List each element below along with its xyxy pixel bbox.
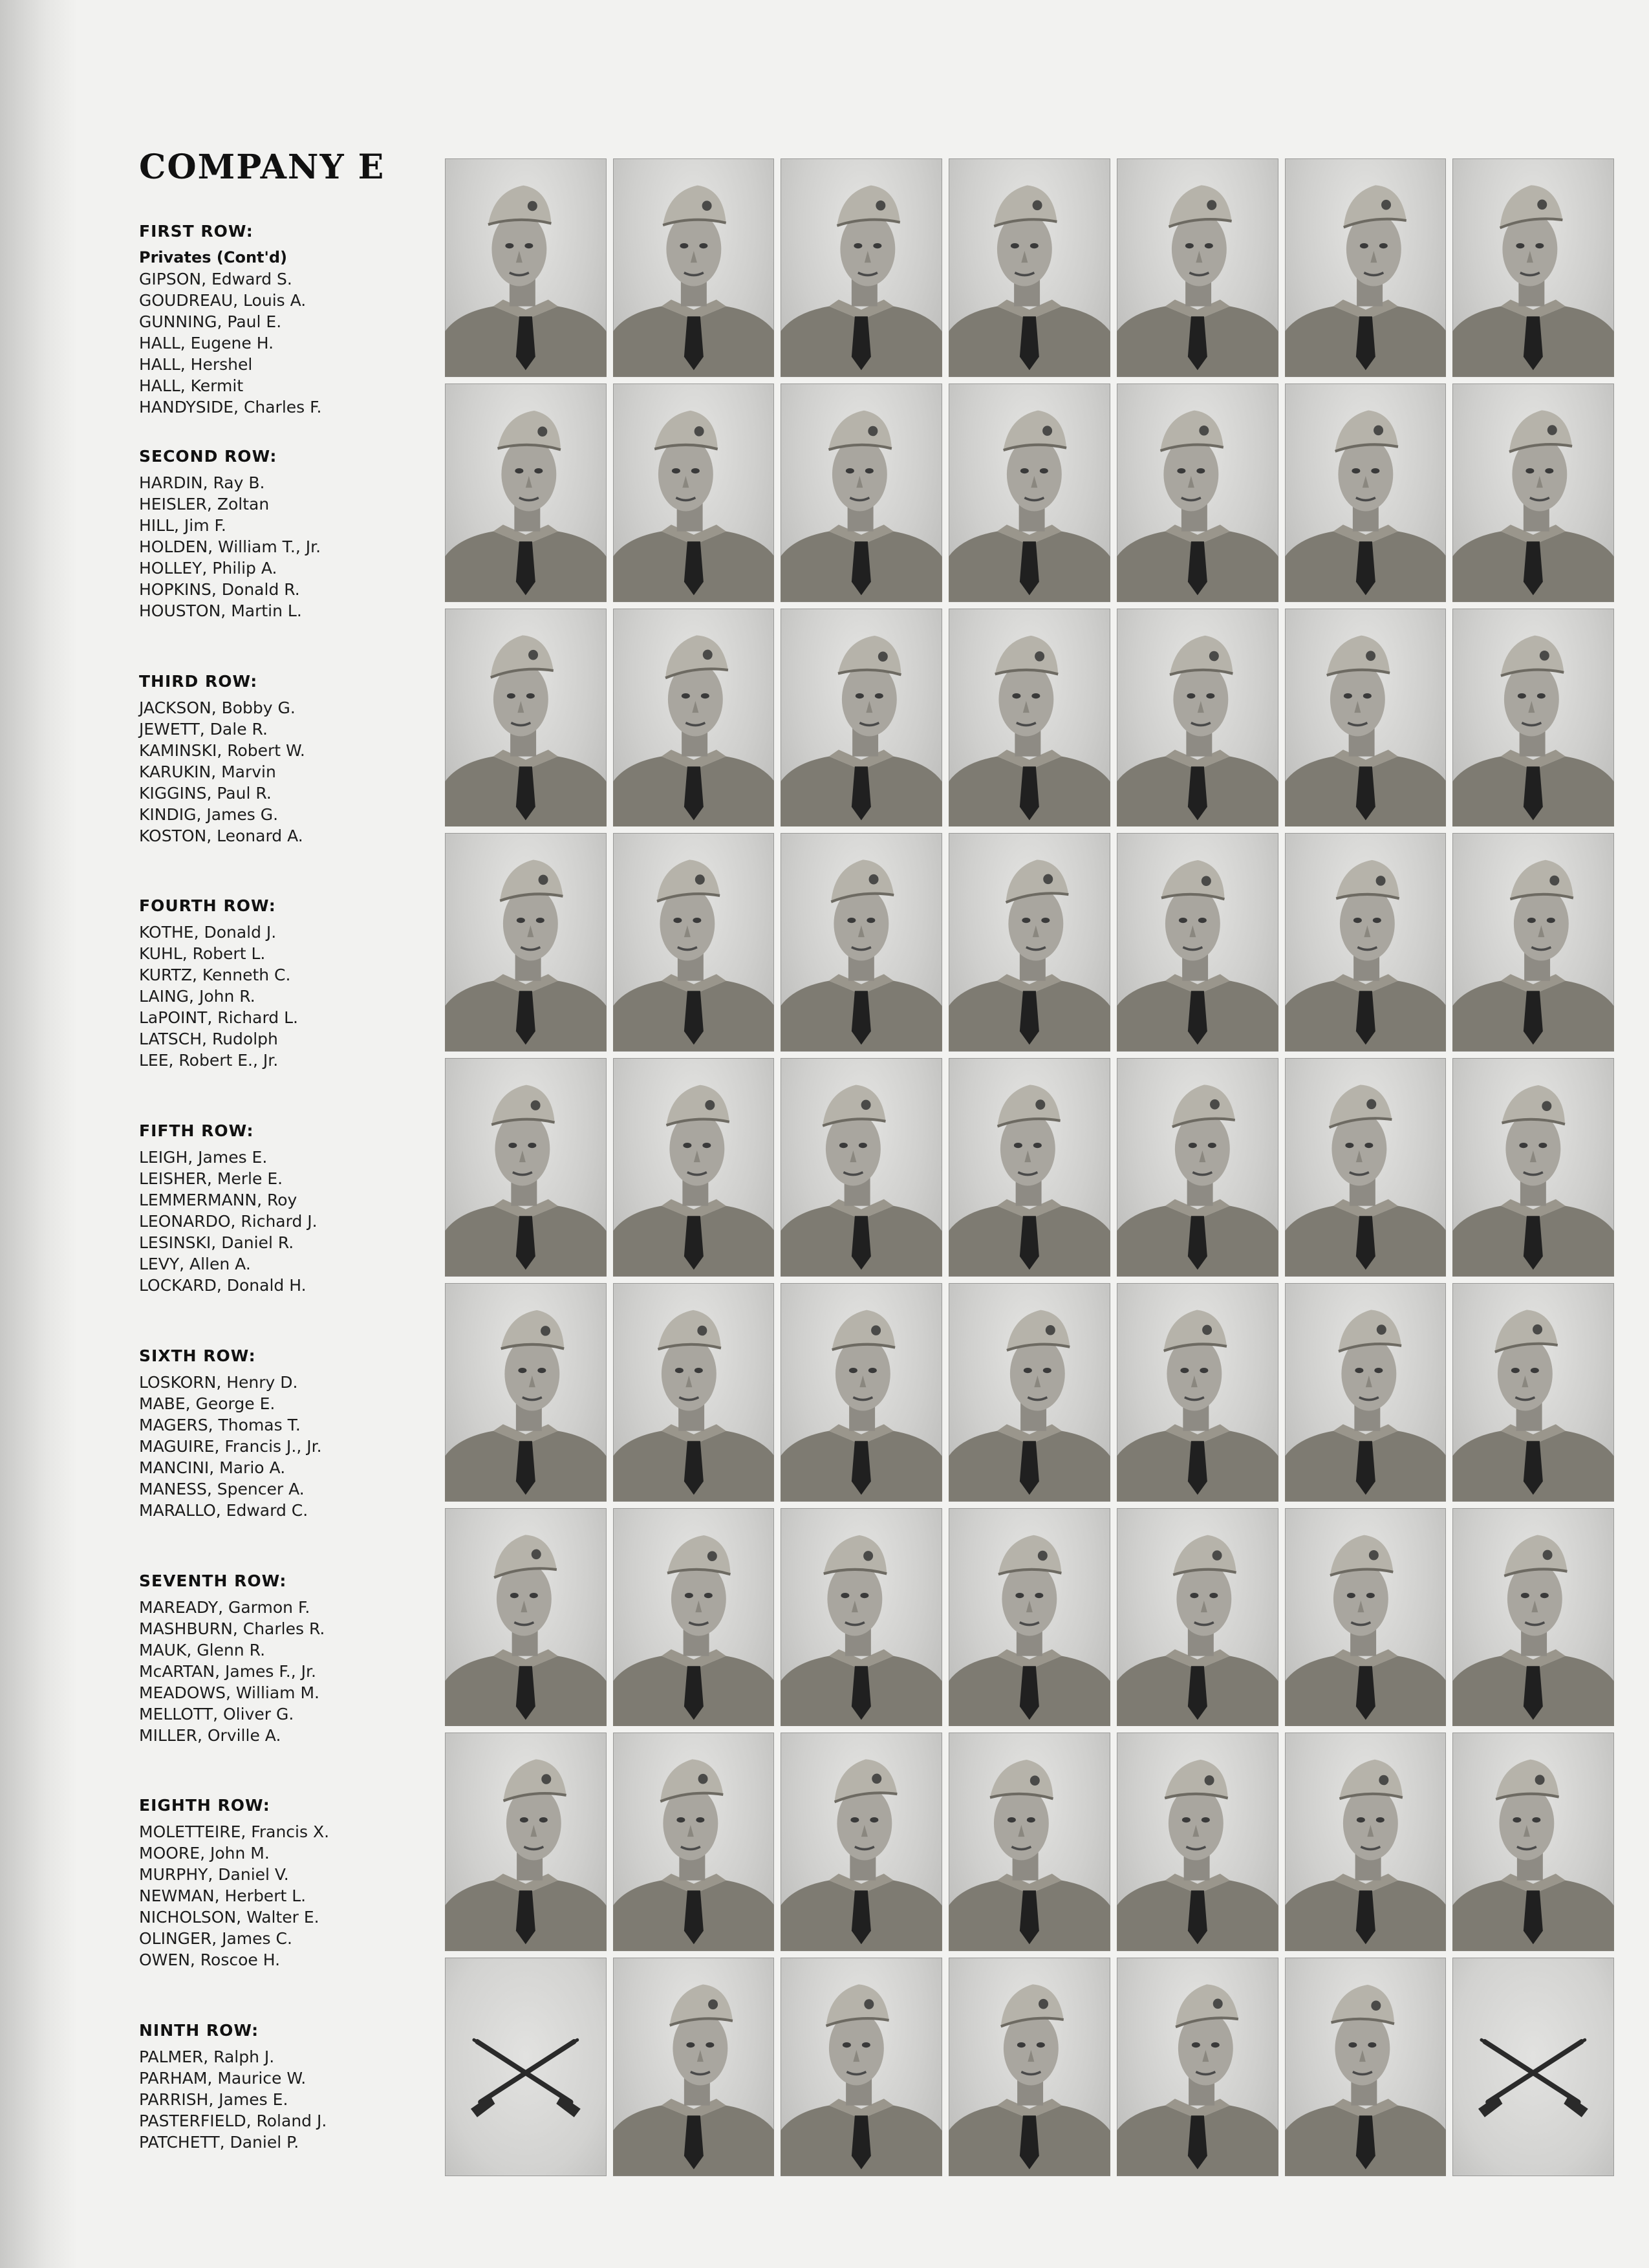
roster-group bbox=[139, 672, 443, 847]
soldier-portrait-icon bbox=[1117, 1508, 1278, 1727]
roster-name: MEADOWS, William M. bbox=[139, 1683, 319, 1702]
soldier-portrait-icon bbox=[1285, 833, 1447, 1052]
soldier-portrait-icon bbox=[781, 1058, 942, 1277]
soldier-portrait-icon bbox=[781, 158, 942, 377]
roster-name: MANESS, Spencer A. bbox=[139, 1479, 305, 1498]
soldier-portrait-icon bbox=[613, 1733, 775, 1951]
soldier-portrait-icon bbox=[781, 609, 942, 827]
row-heading: SIXTH ROW: bbox=[139, 1346, 256, 1365]
roster-name: LaPOINT, Richard L. bbox=[139, 1008, 298, 1028]
roster-name: HANDYSIDE, Charles F. bbox=[139, 398, 322, 416]
soldier-portrait-icon bbox=[1117, 833, 1278, 1052]
roster-group bbox=[139, 1796, 443, 1971]
row-heading: EIGHTH ROW: bbox=[139, 1796, 270, 1815]
roster-name: MAGUIRE, Francis J., Jr. bbox=[139, 1436, 322, 1456]
roster-group bbox=[139, 1346, 443, 1521]
page-title: COMPANY E bbox=[139, 147, 385, 187]
roster-name: LEONARDO, Richard J. bbox=[139, 1212, 318, 1231]
roster-name: LEVY, Allen A. bbox=[139, 1255, 251, 1274]
roster-name: HALL, Kermit bbox=[139, 376, 244, 395]
soldier-portrait-icon bbox=[1452, 1733, 1614, 1951]
soldier-portrait-icon bbox=[1285, 1958, 1447, 2176]
soldier-portrait-icon bbox=[1117, 1058, 1278, 1277]
soldier-portrait-icon bbox=[1285, 1058, 1447, 1277]
roster-name: LEISHER, Merle E. bbox=[139, 1169, 283, 1189]
roster-group bbox=[139, 1121, 443, 1296]
roster-group bbox=[139, 896, 443, 1071]
row-heading: FIFTH ROW: bbox=[139, 1121, 254, 1141]
soldier-portrait-icon bbox=[1117, 1733, 1278, 1951]
soldier-portrait-icon bbox=[949, 833, 1110, 1052]
soldier-portrait-icon bbox=[613, 1508, 775, 1727]
soldier-portrait-icon bbox=[613, 1958, 775, 2176]
roster-name: KIGGINS, Paul R. bbox=[139, 783, 272, 803]
roster-name: KURTZ, Kenneth C. bbox=[139, 966, 291, 985]
soldier-portrait-icon bbox=[1285, 1733, 1447, 1951]
roster-name: PATCHETT, Daniel P. bbox=[139, 2133, 299, 2152]
soldier-portrait-icon bbox=[949, 1283, 1110, 1502]
roster-name: HOLLEY, Philip A. bbox=[139, 558, 277, 578]
soldier-portrait-icon bbox=[949, 383, 1110, 602]
row-heading: FIRST ROW: bbox=[139, 222, 253, 241]
soldier-portrait-icon bbox=[781, 383, 942, 602]
roster-name: MASHBURN, Charles R. bbox=[139, 1619, 325, 1638]
roster-name: KOTHE, Donald J. bbox=[139, 923, 277, 942]
soldier-portrait-icon bbox=[949, 1733, 1110, 1951]
roster-name: PARRISH, James E. bbox=[139, 2090, 288, 2110]
roster-name: MOLETTEIRE, Francis X. bbox=[139, 1822, 330, 1842]
roster-name: OWEN, Roscoe H. bbox=[139, 1950, 281, 1970]
roster-name: MABE, George E. bbox=[139, 1394, 275, 1413]
roster-name: KARUKIN, Marvin bbox=[139, 762, 276, 781]
roster-group bbox=[139, 222, 443, 418]
row-heading: NINTH ROW: bbox=[139, 2021, 259, 2040]
soldier-portrait-icon bbox=[781, 1733, 942, 1951]
photo-grid bbox=[445, 158, 1614, 2176]
roster-name: OLINGER, James C. bbox=[139, 1929, 292, 1949]
row-heading: SECOND ROW: bbox=[139, 446, 277, 466]
soldier-portrait-icon bbox=[781, 1283, 942, 1502]
roster-name: MAGERS, Thomas T. bbox=[139, 1415, 301, 1434]
roster-name: HARDIN, Ray B. bbox=[139, 473, 265, 492]
roster-name: HOUSTON, Martin L. bbox=[139, 601, 302, 620]
crossed-rifles-icon bbox=[1452, 1958, 1614, 2176]
soldier-portrait-icon bbox=[1117, 1958, 1278, 2176]
soldier-portrait-icon bbox=[949, 158, 1110, 377]
roster-name: MILLER, Orville A. bbox=[139, 1725, 281, 1745]
soldier-portrait-icon bbox=[1452, 609, 1614, 827]
soldier-portrait-icon bbox=[445, 1283, 607, 1502]
roster-name: MAUK, Glenn R. bbox=[139, 1640, 266, 1659]
roster-group bbox=[139, 2021, 443, 2153]
roster-name: GUNNING, Paul E. bbox=[139, 312, 282, 331]
roster-name: MAREADY, Garmon F. bbox=[139, 1597, 310, 1617]
soldier-portrait-icon bbox=[445, 1733, 607, 1951]
roster-name: MELLOTT, Oliver G. bbox=[139, 1704, 294, 1723]
roster-name: HALL, Eugene H. bbox=[139, 334, 274, 352]
soldier-portrait-icon bbox=[1117, 1283, 1278, 1502]
roster-name: KINDIG, James G. bbox=[139, 805, 279, 824]
roster-name: HOLDEN, William T., Jr. bbox=[139, 537, 321, 556]
roster-name: HILL, Jim F. bbox=[139, 515, 226, 535]
soldier-portrait-icon bbox=[1452, 833, 1614, 1052]
soldier-portrait-icon bbox=[1117, 609, 1278, 827]
roster-name: MURPHY, Daniel V. bbox=[139, 1865, 289, 1885]
roster-name: HALL, Hershel bbox=[139, 355, 253, 374]
crossed-rifles-icon bbox=[445, 1958, 607, 2176]
soldier-portrait-icon bbox=[1452, 1058, 1614, 1277]
roster-name: KAMINSKI, Robert W. bbox=[139, 740, 305, 760]
soldier-portrait-icon bbox=[1452, 383, 1614, 602]
soldier-portrait-icon bbox=[949, 1508, 1110, 1727]
soldier-portrait-icon bbox=[445, 609, 607, 827]
soldier-portrait-icon bbox=[1285, 1508, 1447, 1727]
soldier-portrait-icon bbox=[781, 1958, 942, 2176]
roster-group bbox=[139, 447, 443, 621]
soldier-portrait-icon bbox=[613, 1283, 775, 1502]
soldier-portrait-icon bbox=[1117, 383, 1278, 602]
soldier-portrait-icon bbox=[1285, 383, 1447, 602]
roster-name: LEE, Robert E., Jr. bbox=[139, 1051, 279, 1070]
soldier-portrait-icon bbox=[613, 1058, 775, 1277]
row-heading: THIRD ROW: bbox=[139, 671, 258, 691]
roster-name: PARHAM, Maurice W. bbox=[139, 2069, 307, 2088]
roster-name: LOSKORN, Henry D. bbox=[139, 1372, 298, 1392]
soldier-portrait-icon bbox=[1452, 158, 1614, 377]
roster-name: McARTAN, James F., Jr. bbox=[139, 1661, 316, 1681]
roster-name: HOPKINS, Donald R. bbox=[139, 579, 300, 599]
soldier-portrait-icon bbox=[949, 609, 1110, 827]
soldier-portrait-icon bbox=[1452, 1283, 1614, 1502]
roster-group bbox=[139, 1571, 443, 1746]
soldier-portrait-icon bbox=[445, 383, 607, 602]
row-heading: FOURTH ROW: bbox=[139, 896, 276, 916]
soldier-portrait-icon bbox=[445, 1508, 607, 1727]
roster-name: HEISLER, Zoltan bbox=[139, 494, 270, 513]
soldier-portrait-icon bbox=[1117, 158, 1278, 377]
row-subheading: Privates (Cont'd) bbox=[139, 248, 288, 266]
roster-name: MOORE, John M. bbox=[139, 1844, 270, 1863]
roster-name: MANCINI, Mario A. bbox=[139, 1458, 286, 1477]
soldier-portrait-icon bbox=[613, 383, 775, 602]
soldier-portrait-icon bbox=[781, 833, 942, 1052]
soldier-portrait-icon bbox=[613, 833, 775, 1052]
roster-name: PASTERFIELD, Roland J. bbox=[139, 2111, 327, 2131]
roster-name: GOUDREAU, Louis A. bbox=[139, 291, 307, 310]
soldier-portrait-icon bbox=[949, 1058, 1110, 1277]
roster-name: LEMMERMANN, Roy bbox=[139, 1191, 297, 1210]
soldier-portrait-icon bbox=[1285, 609, 1447, 827]
soldier-portrait-icon bbox=[781, 1508, 942, 1727]
soldier-portrait-icon bbox=[949, 1958, 1110, 2176]
page-gutter-shadow bbox=[0, 0, 78, 2268]
soldier-portrait-icon bbox=[445, 158, 607, 377]
roster-name: KUHL, Robert L. bbox=[139, 944, 266, 964]
roster-name: MARALLO, Edward C. bbox=[139, 1500, 308, 1520]
soldier-portrait-icon bbox=[613, 609, 775, 827]
soldier-portrait-icon bbox=[1285, 1283, 1447, 1502]
soldier-portrait-icon bbox=[613, 158, 775, 377]
roster-name: PALMER, Ralph J. bbox=[139, 2047, 275, 2067]
roster-name: GIPSON, Edward S. bbox=[139, 270, 292, 288]
soldier-portrait-icon bbox=[1285, 158, 1447, 377]
roster-name: LOCKARD, Donald H. bbox=[139, 1276, 307, 1295]
row-heading: SEVENTH ROW: bbox=[139, 1571, 287, 1590]
roster-name: JEWETT, Dale R. bbox=[139, 719, 268, 739]
soldier-portrait-icon bbox=[445, 833, 607, 1052]
roster-name: LEIGH, James E. bbox=[139, 1148, 268, 1167]
roster-name: JACKSON, Bobby G. bbox=[139, 698, 296, 717]
roster-name: KOSTON, Leonard A. bbox=[139, 826, 303, 845]
roster-name: LESINSKI, Daniel R. bbox=[139, 1233, 294, 1253]
roster-name: NEWMAN, Herbert L. bbox=[139, 1886, 307, 1906]
roster-name: LATSCH, Rudolph bbox=[139, 1030, 278, 1049]
roster-name: LAING, John R. bbox=[139, 987, 255, 1006]
soldier-portrait-icon bbox=[445, 1058, 607, 1277]
soldier-portrait-icon bbox=[1452, 1508, 1614, 1727]
roster-name: NICHOLSON, Walter E. bbox=[139, 1908, 319, 1927]
